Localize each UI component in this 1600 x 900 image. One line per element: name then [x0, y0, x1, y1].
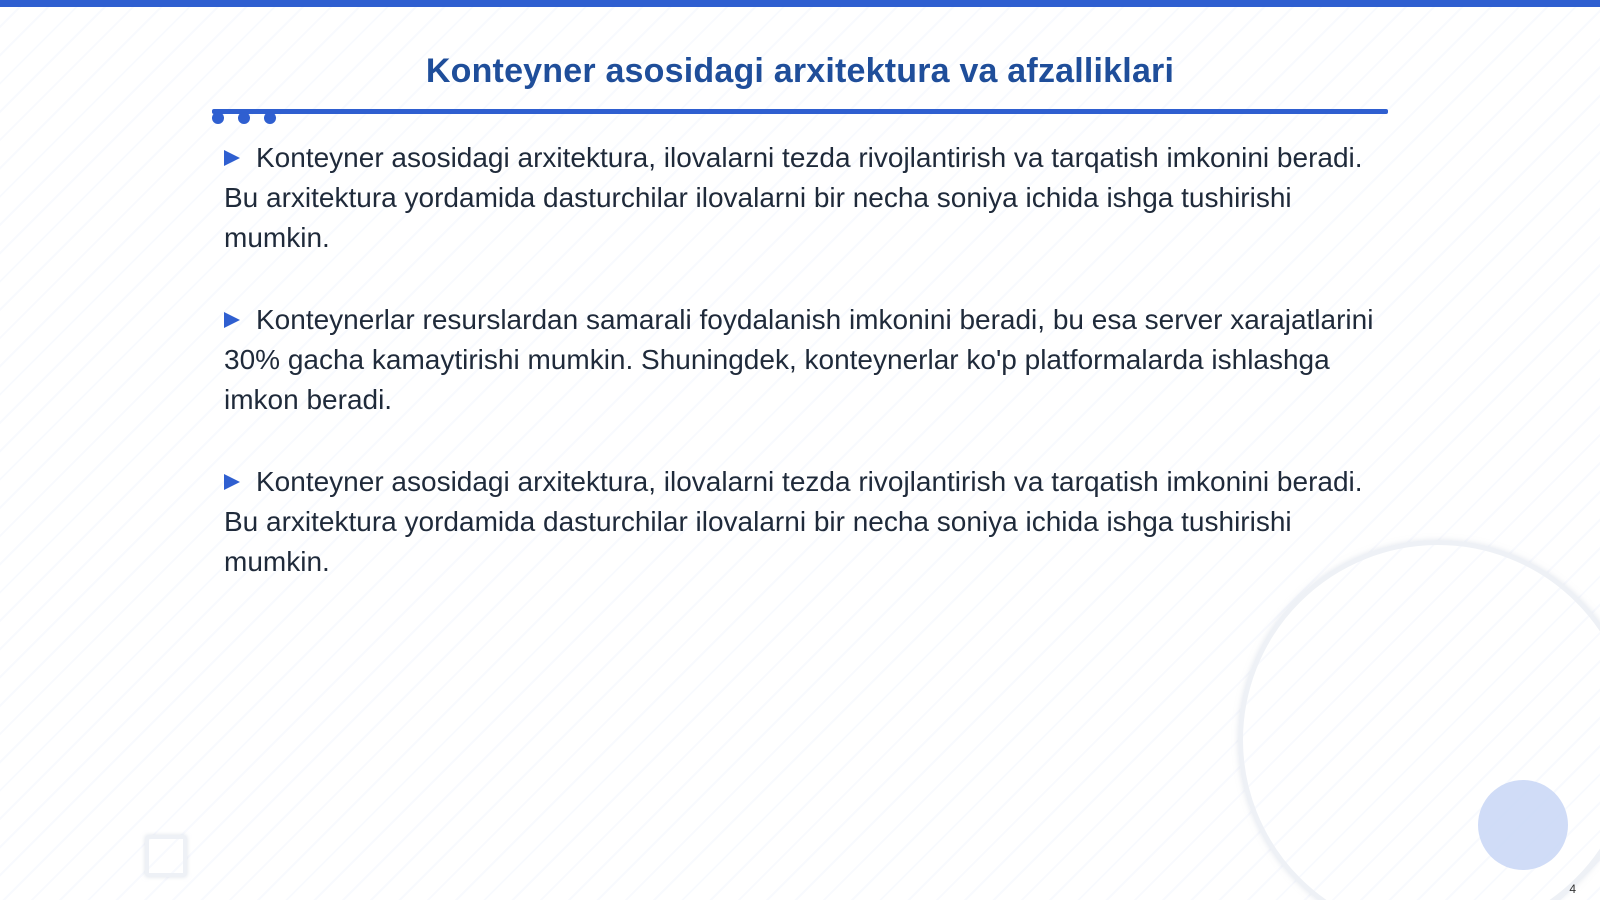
triangle-right-icon: [224, 150, 240, 166]
bullet-text: Konteyner asosidagi arxitektura, ilovalarni tezda rivojlantirish va tarqatish imkonini beradi. Bu arxitektura yordamida dasturchilar ilovalarni bir necha soniya ichida ishga tushirishi mumkin.: [224, 142, 1363, 253]
triangle-right-icon: [224, 474, 240, 490]
bullet-item: [224, 462, 1384, 582]
bullet-list: [224, 138, 1384, 624]
bullet-item: [224, 300, 1384, 420]
triangle-right-icon: [224, 312, 240, 328]
page-number: 4: [1569, 882, 1576, 896]
dot-icon: [212, 112, 224, 124]
bullet-item: [224, 138, 1384, 258]
top-accent-bar: [0, 0, 1600, 7]
title-dots-decoration: [212, 112, 282, 126]
title-underline: [212, 109, 1388, 114]
slide-title: Konteyner asosidagi arxitektura va afzalliklari: [425, 52, 1175, 90]
dot-icon: [238, 112, 250, 124]
dot-icon: [264, 112, 276, 124]
bullet-text: Konteyner asosidagi arxitektura, ilovalarni tezda rivojlantirish va tarqatish imkonini beradi. Bu arxitektura yordamida dasturchilar ilovalarni bir necha soniya ichida ishga tushirishi mumkin.: [224, 466, 1363, 577]
bullet-text: Konteynerlar resurslardan samarali foydalanish imkonini beradi, bu esa server xarajatlarini 30% gacha kamaytirishi mumkin. Shuningdek, konteynerlar ko'p platformalarda ishlashga imkon beradi.: [224, 304, 1374, 415]
decorative-square: [145, 835, 187, 877]
decorative-blob: [1478, 780, 1568, 870]
